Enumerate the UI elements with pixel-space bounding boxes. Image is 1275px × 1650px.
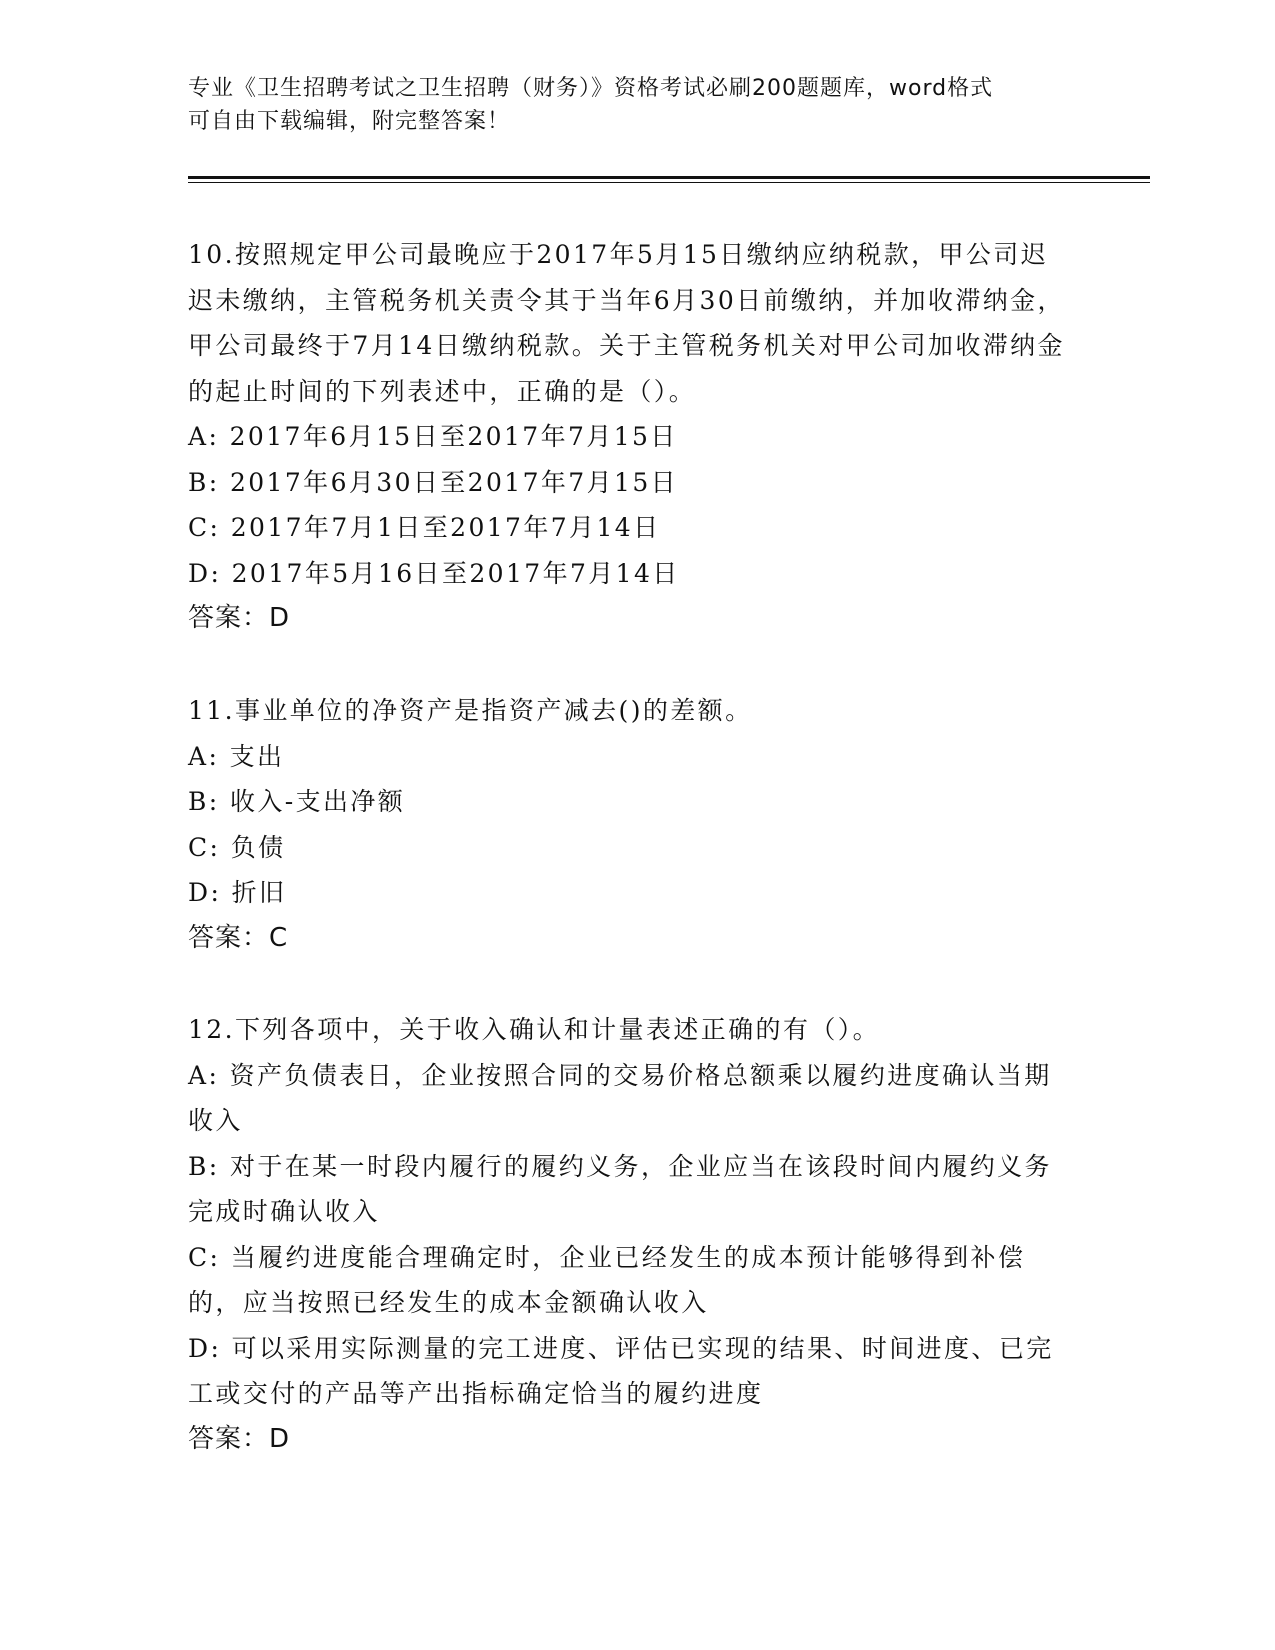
header-rule-thick: [188, 176, 1150, 179]
document-header: [188, 72, 1068, 138]
question-11: [188, 688, 1068, 961]
question-text: 11.事业单位的净资产是指资产减去()的差额。: [188, 696, 753, 725]
option-b: B: 对于在某一时段内履行的履约义务，企业应当在该段时间内履约义务完成时确认收入: [188, 1151, 1052, 1226]
option-a: A: 资产负债表日，企业按照合同的交易价格总额乘以履约进度确认当期收入: [188, 1060, 1052, 1135]
answer-line: 答案：C: [188, 922, 289, 953]
answer-line: 答案：D: [188, 1423, 291, 1454]
option-c: C: 负债: [188, 832, 286, 862]
question-text: 12.下列各项中，关于收入确认和计量表述正确的有（）。: [188, 1015, 881, 1044]
option-d: D: 2017年5月16日至2017年7月14日: [188, 558, 680, 588]
question-text: 10.按照规定甲公司最晚应于2017年5月15日缴纳应纳税款，甲公司迟迟未缴纳，主管税务机关责令其于当年6月30日前缴纳，并加收滞纳金，甲公司最终于7月14日缴纳税款。关于主管税务机关对甲公司加收滞纳金的起止时间的下列表述中，正确的是（）。: [188, 240, 1065, 406]
option-d: D: 折旧: [188, 878, 287, 907]
header-rule-thin: [188, 182, 1150, 183]
answer-line: 答案：D: [188, 603, 291, 633]
option-b: B: 收入-支出净额: [188, 787, 406, 816]
header-line-2: 可自由下载编辑，附完整答案！: [188, 109, 511, 134]
option-d: D: 可以采用实际测量的完工进度、评估已实现的结果、时间进度、已完工或交付的产品等产出指标确定恰当的履约进度: [188, 1333, 1054, 1408]
option-c: C: 当履约进度能合理确定时，企业已经发生的成本预计能够得到补偿的，应当按照已经发生的成本金额确认收入: [188, 1242, 1026, 1317]
option-a: A: 支出: [188, 741, 285, 771]
option-a: A: 2017年6月15日至2017年7月15日: [188, 422, 678, 451]
question-10: [188, 232, 1068, 642]
question-12: [188, 1007, 1068, 1462]
option-b: B: 2017年6月30日至2017年7月15日: [188, 467, 679, 497]
header-line-1: 专业《卫生招聘考试之卫生招聘（财务）》资格考试必刷200题题库，word格式: [188, 76, 994, 101]
option-c: C: 2017年7月1日至2017年7月14日: [188, 513, 661, 542]
